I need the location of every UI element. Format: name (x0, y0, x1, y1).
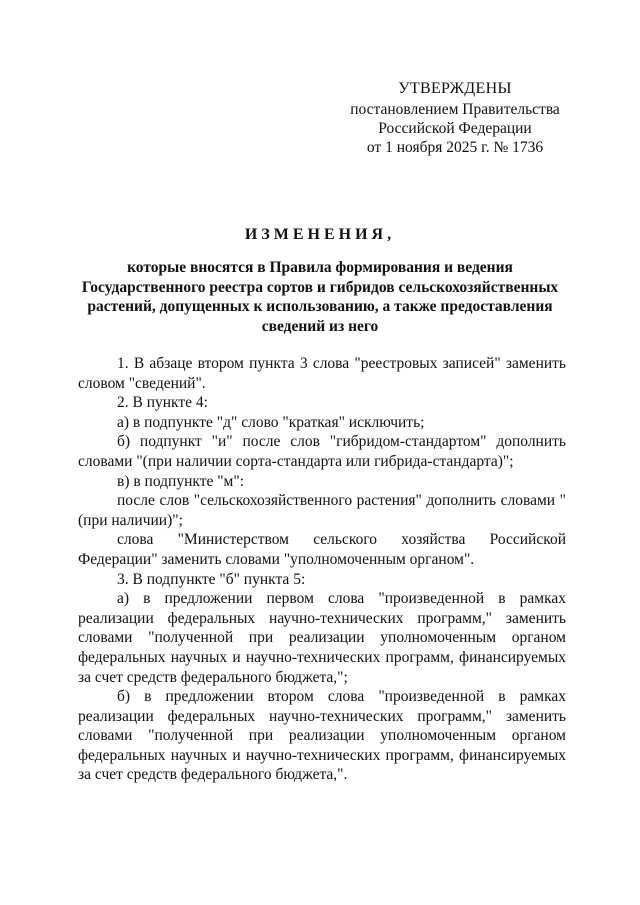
paragraph: в) в подпункте "м": (117, 472, 244, 490)
paragraph: 1. В абзаце втором пункта 3 слова "реестровых записей" заменить словом "сведений". (78, 355, 566, 392)
document-body (78, 354, 566, 785)
approval-heading: УТВЕРЖДЕНЫ (398, 80, 512, 97)
approval-line: Российской Федерации (378, 120, 532, 137)
paragraph: 2. В пункте 4: (117, 394, 208, 412)
approval-date: от 1 ноября 2025 г. № 1736 (366, 139, 544, 156)
title-main: ИЗМЕНЕНИЯ, (244, 226, 396, 243)
paragraph: слова "Министерством сельского хозяйства Российской Федерации" заменить словами "уполномоченным органом". (78, 531, 566, 568)
approval-stamp (330, 79, 580, 157)
paragraph: б) в предложении втором слова "произведенной в рамках реализации федеральных научно-технических программ," заменить словами "полученной при реализации уполномоченным органом федеральных научных и научно-технических программ, финансируемых за счет средств федерального бюджета,". (78, 688, 566, 784)
paragraph: б) подпункт "и" после слов "гибридом-стандартом" дополнить словами "(при наличии сорта-стандарта или гибрида-стандарта)"; (78, 433, 566, 470)
title-subtitle: которые вносятся в Правила формирования и ведения Государственного реестра сортов и гибридов сельскохозяйственных растений, допущенных к использованию, а также предоставления сведений из него (81, 259, 559, 335)
paragraph: а) в предложении первом слова "произведенной в рамках реализации федеральных научно-технических программ," заменить словами "полученной при реализации уполномоченным органом федеральных научных и научно-технических программ, финансируемых за счет средств федерального бюджета,"; (78, 590, 566, 686)
paragraph: 3. В подпункте "б" пункта 5: (117, 570, 306, 588)
approval-line: постановлением Правительства (350, 101, 560, 118)
paragraph: а) в подпункте "д" слово "краткая" исключить; (117, 413, 425, 431)
paragraph: после слов "сельскохозяйственного растения" дополнить словами "(при наличии)"; (78, 492, 566, 529)
document-title (70, 226, 570, 336)
